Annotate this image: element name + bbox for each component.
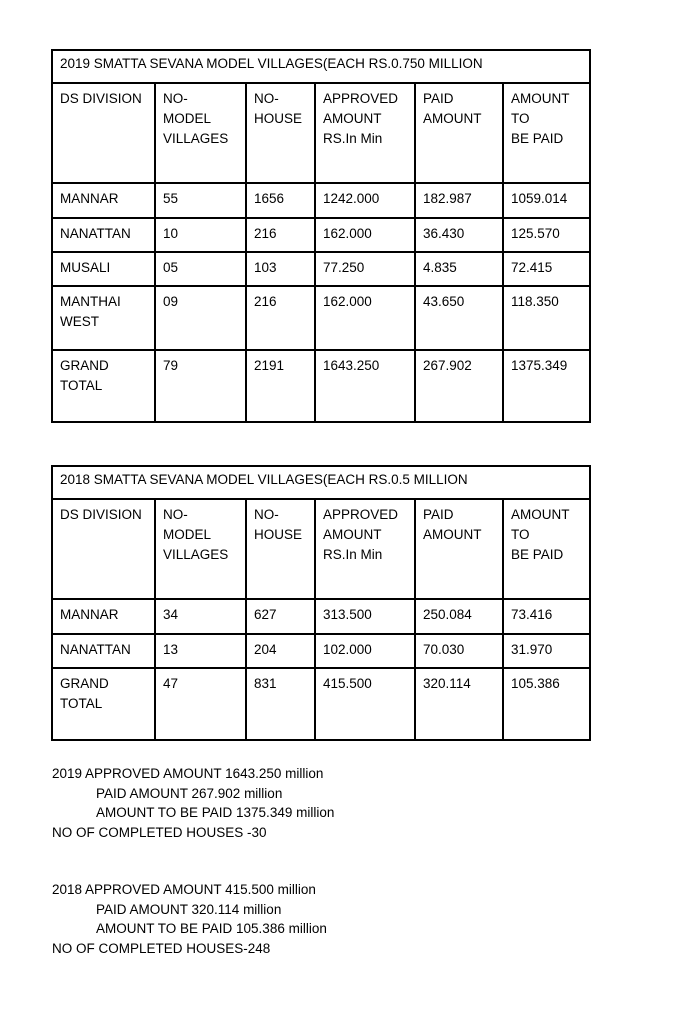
table-cell: 1656	[246, 183, 315, 218]
header-cell: DS DIVISION	[52, 499, 155, 599]
header-cell: DS DIVISION	[52, 83, 155, 183]
summary-2019	[52, 764, 334, 842]
summary-paid: PAID AMOUNT 320.114 million	[96, 901, 282, 917]
header-cell: AMOUNT TO BE PAID	[503, 499, 590, 599]
table-cell: 1242.000	[315, 183, 415, 218]
table-cell: 31.970	[503, 634, 590, 668]
summary-completed-houses: NO OF COMPLETED HOUSES-248	[52, 940, 271, 956]
table-cell: 125.570	[503, 218, 590, 252]
table-title: 2018 SMATTA SEVANA MODEL VILLAGES(EACH RS.0.5 MILLION	[52, 466, 590, 499]
table-cell: MANNAR	[52, 183, 155, 218]
summary-to-be-paid: AMOUNT TO BE PAID 105.386 million	[96, 921, 327, 936]
table-cell: 1059.014	[503, 183, 590, 218]
table-cell: GRAND TOTAL	[52, 668, 155, 740]
table-row-total	[52, 668, 590, 740]
table-cell: 216	[246, 286, 315, 350]
table-cell: 70.030	[415, 634, 503, 668]
header-cell: AMOUNT TO BE PAID	[503, 83, 590, 183]
table-cell: 182.987	[415, 183, 503, 218]
table-row	[52, 252, 590, 286]
table-cell: NANATTAN	[52, 218, 155, 252]
table-cell: 415.500	[315, 668, 415, 740]
header-cell: PAID AMOUNT	[415, 83, 503, 183]
header-cell: PAID AMOUNT	[415, 499, 503, 599]
table-row	[52, 634, 590, 668]
table-cell: 102.000	[315, 634, 415, 668]
table-cell: 55	[155, 183, 246, 218]
table-2019	[51, 49, 591, 423]
table-cell: 1643.250	[315, 350, 415, 422]
header-cell: NO- HOUSE	[246, 499, 315, 599]
table-cell: 103	[246, 252, 315, 286]
summary-approved: 2018 APPROVED AMOUNT 415.500 million	[52, 882, 316, 897]
table-row	[52, 286, 590, 350]
header-cell: APPROVED AMOUNT RS.In Min	[315, 83, 415, 183]
table-title: 2019 SMATTA SEVANA MODEL VILLAGES(EACH RS.0.750 MILLION	[52, 50, 590, 83]
summary-approved: 2019 APPROVED AMOUNT 1643.250 million	[52, 766, 324, 781]
table-cell: 10	[155, 218, 246, 252]
summary-to-be-paid: AMOUNT TO BE PAID 1375.349 million	[96, 805, 335, 820]
header-cell: NO- MODEL VILLAGES	[155, 83, 246, 183]
table-cell: 216	[246, 218, 315, 252]
table-cell: 250.084	[415, 599, 503, 634]
table-row	[52, 218, 590, 252]
table-cell: MANTHAI WEST	[52, 286, 155, 350]
table-title-row	[52, 466, 590, 499]
table-row	[52, 183, 590, 218]
table-cell: 320.114	[415, 668, 503, 740]
table-cell: 36.430	[415, 218, 503, 252]
table-cell: 47	[155, 668, 246, 740]
table-cell: 1375.349	[503, 350, 590, 422]
table-cell: 118.350	[503, 286, 590, 350]
header-cell: NO- HOUSE	[246, 83, 315, 183]
table-cell: 162.000	[315, 286, 415, 350]
table-cell: 34	[155, 599, 246, 634]
table-cell: MANNAR	[52, 599, 155, 634]
table-2018	[51, 465, 591, 741]
table-cell: 05	[155, 252, 246, 286]
table-row	[52, 599, 590, 634]
table-cell: 79	[155, 350, 246, 422]
table-cell: 831	[246, 668, 315, 740]
header-cell: APPROVED AMOUNT RS.In Min	[315, 499, 415, 599]
table-cell: MUSALI	[52, 252, 155, 286]
summary-2018	[52, 880, 327, 958]
header-cell: NO- MODEL VILLAGES	[155, 499, 246, 599]
table-cell: 13	[155, 634, 246, 668]
table-row-total	[52, 350, 590, 422]
table-title-row	[52, 50, 590, 83]
table-cell: 72.415	[503, 252, 590, 286]
table-cell: 73.416	[503, 599, 590, 634]
table-cell: NANATTAN	[52, 634, 155, 668]
table-cell: 204	[246, 634, 315, 668]
table-cell: 09	[155, 286, 246, 350]
table-cell: 77.250	[315, 252, 415, 286]
table-cell: 313.500	[315, 599, 415, 634]
table-cell: 2191	[246, 350, 315, 422]
table-cell: 162.000	[315, 218, 415, 252]
table-cell: 43.650	[415, 286, 503, 350]
table-cell: 105.386	[503, 668, 590, 740]
table-cell: GRAND TOTAL	[52, 350, 155, 422]
header-row	[52, 83, 590, 183]
summary-completed-houses: NO OF COMPLETED HOUSES -30	[52, 824, 267, 840]
header-row	[52, 499, 590, 599]
table-cell: 4.835	[415, 252, 503, 286]
table-cell: 267.902	[415, 350, 503, 422]
summary-paid: PAID AMOUNT 267.902 million	[96, 785, 283, 801]
table-cell: 627	[246, 599, 315, 634]
